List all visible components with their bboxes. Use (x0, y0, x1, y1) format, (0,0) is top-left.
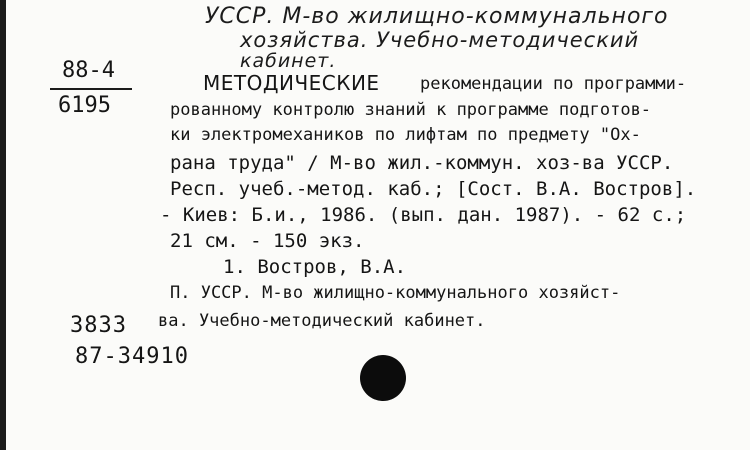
handwritten-line-3: кабинет. (240, 50, 337, 72)
entry-line-2: рованному контролю знаний к программе подготов- (170, 100, 652, 120)
shelf-mark-top: 88-4 (62, 58, 115, 83)
tracing-2b: ва. Учебно-методический кабинет. (158, 311, 486, 331)
handwritten-line-1: УССР. М-во жилищно-коммунального (205, 4, 669, 29)
entry-line-7: 21 см. - 150 экз. (170, 230, 365, 252)
handwritten-line-2: хозяйства. Учебно-методический (240, 28, 640, 52)
punch-hole (360, 355, 406, 401)
entry-line-6: - Киев: Б.и., 1986. (вып. дан. 1987). - 62 с.; (160, 204, 687, 226)
entry-line-5: Респ. учеб.-метод. каб.; [Сост. В.А. Востров]. (170, 178, 697, 200)
accession-number: 3833 (70, 313, 127, 338)
tracing-2a: П. УССР. М-во жилищно-коммунального хозяйст- (170, 283, 621, 303)
entry-title-word: МЕТОДИЧЕСКИЕ (203, 71, 380, 95)
shelf-mark-divider (50, 88, 132, 90)
entry-line-3: ки электромехаников по лифтам по предмету "Ох- (170, 125, 641, 145)
card-left-edge (0, 0, 6, 450)
entry-line-1: рекомендации по программи- (420, 74, 687, 94)
card-number: 87-34910 (75, 344, 189, 369)
shelf-mark-bottom: 6195 (58, 93, 111, 118)
tracing-1: 1. Востров, В.А. (223, 256, 407, 278)
entry-line-4: рана труда" / М-во жил.-коммун. хоз-ва УССР. (170, 152, 674, 174)
